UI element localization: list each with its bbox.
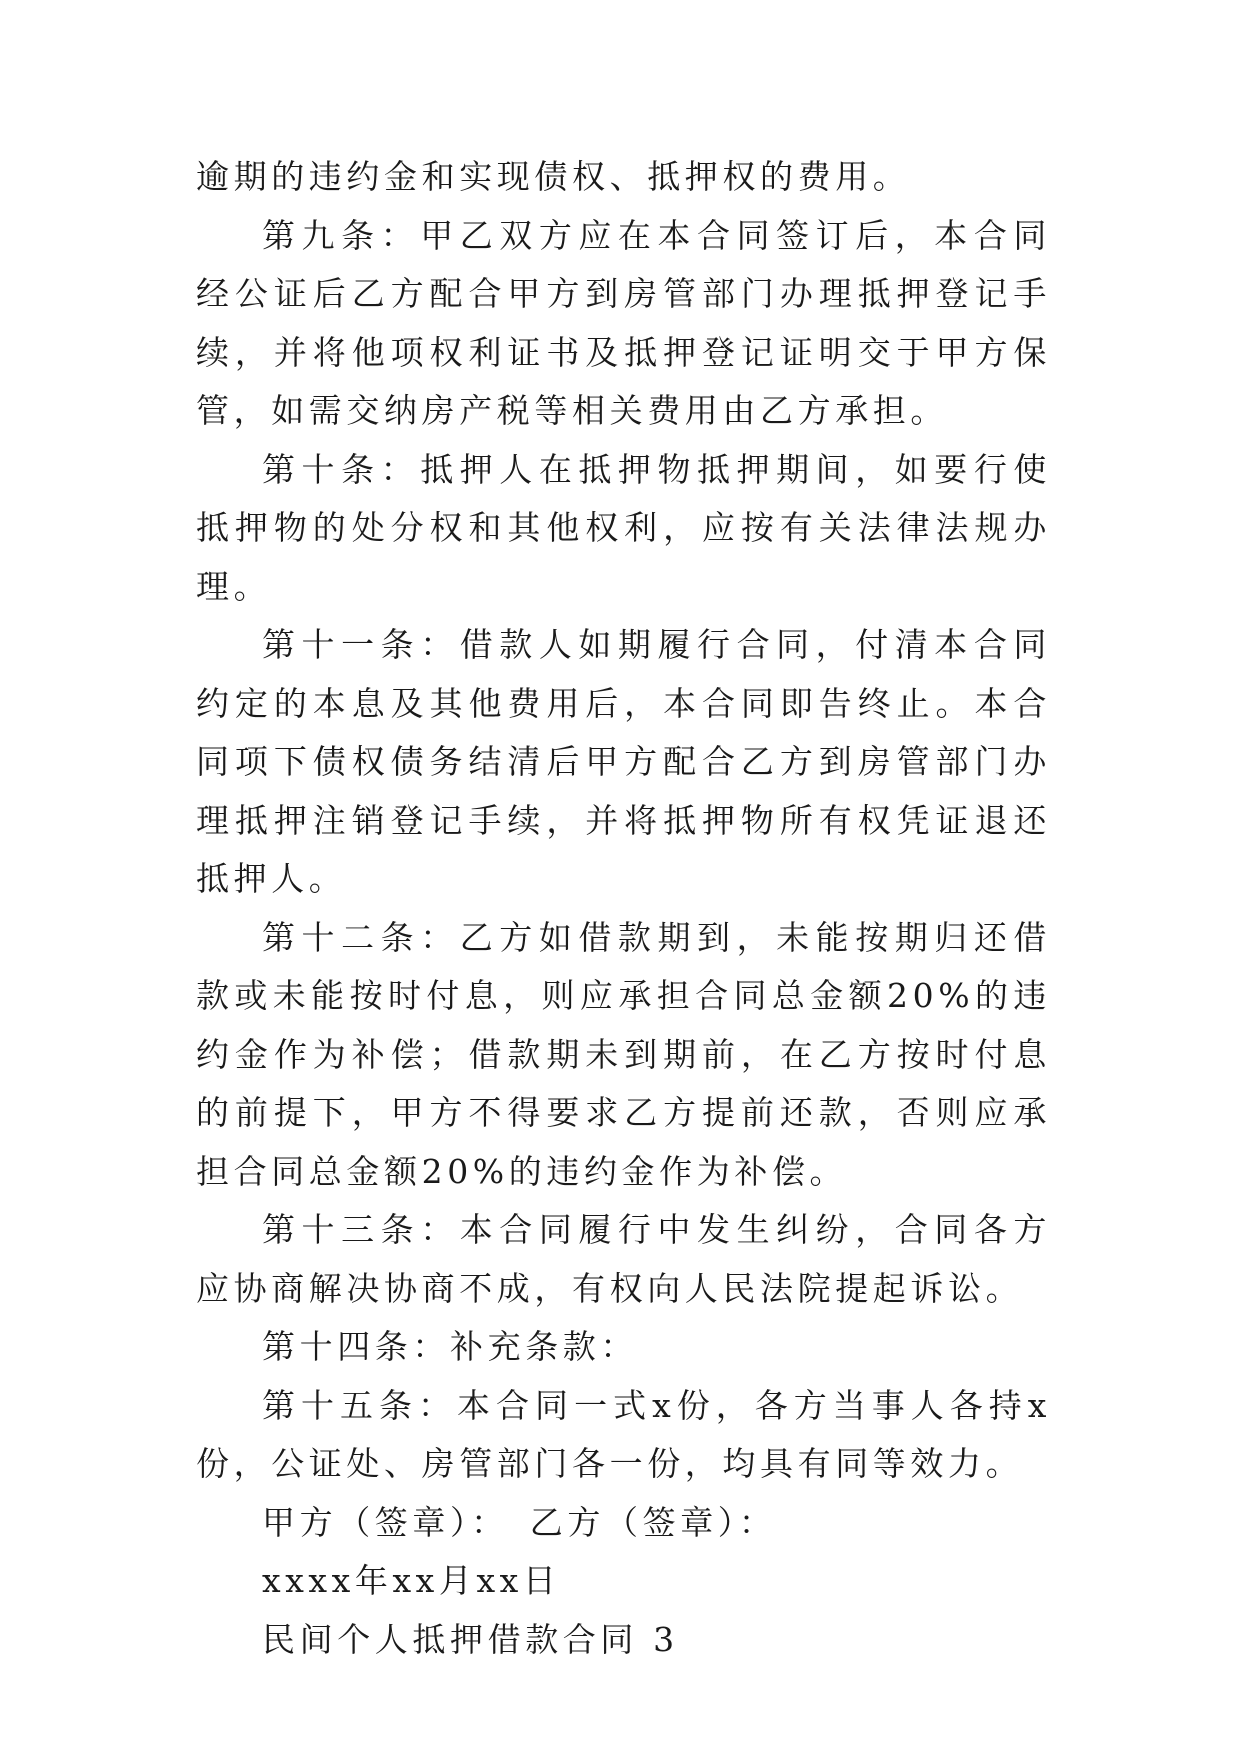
signature-line: 甲方（签章）： 乙方（签章）： (262, 1502, 777, 1542)
clause-12: 第十二条：乙方如借款期到，未能按期归还借款或未能按时付息，则应承担合同总金额20%的违约金作为补偿；借款期未到期前，在乙方按时付息的前提下，甲方不得要求乙方提前还款，否则应承担合同总金额20%的违约金作为补偿。 (196, 917, 1051, 1191)
clause-13: 第十三条：本合同履行中发生纠纷，合同各方应协商解决协商不成，有权向人民法院提起诉讼。 (196, 1210, 1051, 1308)
clause-14: 第十四条：补充条款： (262, 1327, 638, 1366)
clause-10: 第十条：抵押人在抵押物抵押期间，如要行使抵押物的处分权和其他权利，应按有关法律法规办理。 (196, 449, 1051, 606)
next-contract-title: 民间个人抵押借款合同 3 (262, 1619, 679, 1659)
clause-9: 第九条：甲乙双方应在本合同签订后，本合同经公证后乙方配合甲方到房管部门办理抵押登记手续，并将他项权利证书及抵押登记证明交于甲方保管，如需交纳房产税等相关费用由乙方承担。 (196, 215, 1051, 430)
document-page (196, 148, 1051, 1669)
clause-11: 第十一条：借款人如期履行合同，付清本合同约定的本息及其他费用后，本合同即告终止。本合同项下债权债务结清后甲方配合乙方到房管部门办理抵押注销登记手续，并将抵押物所有权凭证退还抵押人。 (196, 625, 1051, 898)
paragraph-continuation: 逾期的违约金和实现债权、抵押权的费用。 (196, 157, 911, 196)
date-line: xxxx年xx月xx日 (262, 1561, 561, 1600)
clause-15: 第十五条：本合同一式x份，各方当事人各持x份，公证处、房管部门各一份，均具有同等效力。 (196, 1385, 1051, 1483)
